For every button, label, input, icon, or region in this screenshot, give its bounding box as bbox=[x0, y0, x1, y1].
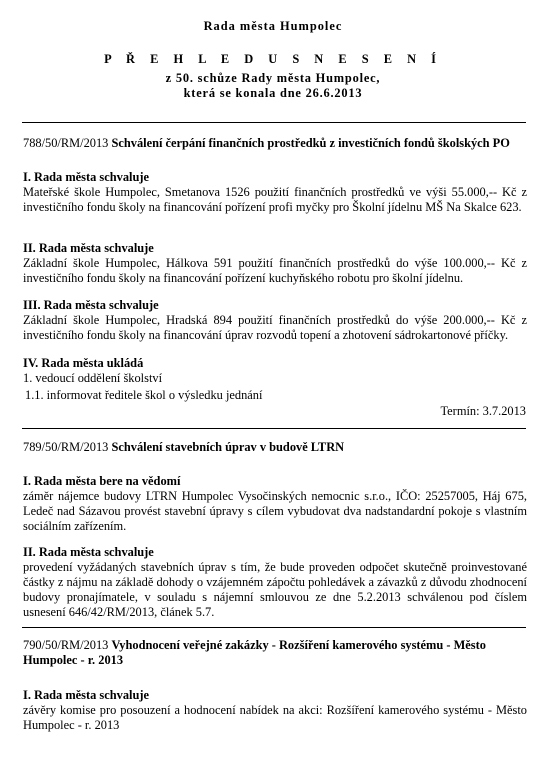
resolution-790-title bbox=[23, 638, 528, 668]
item-heading: I. Rada města schvaluje bbox=[23, 170, 149, 184]
item-body: Základní škole Humpolec, Hálkova 591 použití finančních prostředků do výše 100.000,-- Kč z investičního fondu školy na financování pořízení kuchyňského robotu pro školní jídelnu. bbox=[23, 256, 527, 285]
meeting-line-1: z 50. schůze Rady města Humpolec, bbox=[165, 71, 381, 85]
item-heading: III. Rada města schvaluje bbox=[23, 298, 159, 312]
council-name: Rada města Humpolec bbox=[203, 19, 343, 33]
resolution-788-item-3 bbox=[23, 298, 527, 343]
resolution-788-item-1 bbox=[23, 170, 527, 215]
resolution-789-item-2 bbox=[23, 545, 527, 620]
deadline: Termín: 3.7.2013 bbox=[440, 404, 526, 418]
meeting-line-2: která se konala dne 26.6.2013 bbox=[183, 86, 363, 100]
item-heading: II. Rada města schvaluje bbox=[23, 545, 154, 559]
resolution-number: 788/50/RM/2013 bbox=[23, 136, 109, 150]
overview-heading: P Ř E H L E D U S N E S E N Í bbox=[104, 52, 442, 66]
resolution-788-title bbox=[23, 136, 528, 151]
item-heading: I. Rada města bere na vědomí bbox=[23, 474, 181, 488]
resolution-title: Schválení stavebních úprav v budově LTRN bbox=[111, 440, 345, 454]
item-heading: II. Rada města schvaluje bbox=[23, 241, 154, 255]
resolution-number: 789/50/RM/2013 bbox=[23, 440, 109, 454]
resolution-788-item-2 bbox=[23, 241, 527, 286]
item-body: Základní škole Humpolec, Hradská 894 použití finančních prostředků do výše 200.000,-- Kč z investičního fondu školy na financování úprav rozvodů topení a zhotovení sádrokartonové příčky. bbox=[23, 313, 527, 342]
resolution-789-item-1 bbox=[23, 474, 527, 534]
section-divider bbox=[22, 627, 526, 628]
resolution-789-title bbox=[23, 440, 528, 455]
task-line-2: 1.1. informovat ředitele škol o výsledku jednání bbox=[25, 388, 263, 402]
resolution-title: Vyhodnocení veřejné zakázky - Rozšíření kamerového systému - Město Humpolec - r. 2013 bbox=[23, 638, 486, 667]
resolution-790-item-1 bbox=[23, 688, 527, 733]
item-heading: IV. Rada města ukládá bbox=[23, 356, 144, 370]
item-body: závěry komise pro posouzení a hodnocení nabídek na akci: Rozšíření kamerového systému - Město Humpolec - r. 2013 bbox=[23, 703, 527, 732]
resolution-788-item-4 bbox=[23, 356, 527, 403]
item-body: Mateřské škole Humpolec, Smetanova 1526 použití finančních prostředků ve výši 55.000,-- Kč z investičního fondu školy na financování pořízení profi myčky pro Školní jídelnu MŠ Na Skalce 623. bbox=[23, 185, 527, 214]
task-line-1: 1. vedoucí oddělení školství bbox=[23, 371, 163, 385]
resolution-title: Schválení čerpání finančních prostředků z investičních fondů školských PO bbox=[111, 136, 510, 150]
item-body: záměr nájemce budovy LTRN Humpolec Vysočinských nemocnic s.r.o., IČO: 25257005, Háj 675, Ledeč nad Sázavou provést stavební úpravy s cílem vybudovat dva nadstandardní pokoje s vlastním sociálním zařízením. bbox=[23, 489, 527, 533]
item-heading: I. Rada města schvaluje bbox=[23, 688, 149, 702]
section-divider bbox=[22, 122, 526, 123]
item-body: provedení vyžádaných stavebních úprav s tím, že bude proveden odpočet skutečně proinvestované částky z nájmu na základě dohody o vzájemném zápočtu pohledávek a závazků z důvodu zhodnocení budovy pronajímatele, v souladu s nájemní smlouvou ze dne 5.2.2013 schválenou pod číslem usnesení 646/42/RM/2013, článek 5.7. bbox=[23, 560, 527, 619]
resolution-number: 790/50/RM/2013 bbox=[23, 638, 109, 652]
section-divider bbox=[22, 428, 526, 429]
